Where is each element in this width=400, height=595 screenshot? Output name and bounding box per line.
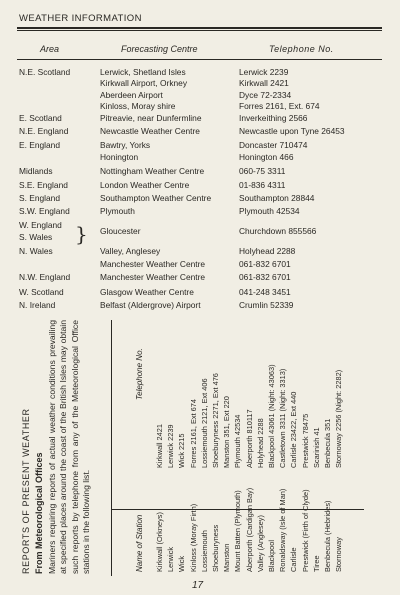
row-centre: Pitreavie, near Dunfermline	[100, 113, 202, 123]
table-row	[0, 220, 400, 231]
row-area: S.E. England	[19, 180, 68, 190]
station-row	[323, 320, 333, 576]
column-header-centre: Forecasting Centre	[121, 44, 198, 54]
area-brace: }	[75, 222, 88, 246]
station-phone: Lossiemouth 2121, Ext 406	[199, 378, 209, 468]
row-centre: Bawtry, Yorks	[100, 140, 151, 150]
table-row	[0, 113, 400, 124]
table-row	[0, 300, 400, 311]
station-name: Prestwick (Firth of Clyde)	[300, 489, 310, 572]
row-centre: Lerwick, Shetland Isles	[100, 67, 186, 77]
table-row	[0, 193, 400, 204]
row-phone: Inverkeithing 2566	[239, 113, 308, 123]
table-row	[0, 259, 400, 270]
row-phone: Forres 2161, Ext. 674	[239, 101, 320, 111]
station-phone: Benbecula 351	[323, 418, 332, 468]
row-centre: London Weather Centre	[100, 180, 190, 190]
row-area: S. Wales	[19, 232, 53, 242]
table-row	[0, 166, 400, 177]
station-phone: Kirkwall 2421	[155, 424, 164, 468]
station-phone: Blackpool 43061 (Night: 43063)	[267, 364, 276, 468]
row-centre: Kinloss, Moray shire	[100, 101, 176, 111]
row-phone: Doncaster 710474	[239, 140, 308, 150]
row-phone: Kirkwall 2421	[239, 78, 289, 88]
table-row	[0, 67, 400, 78]
station-phone: Holyhead 2288	[255, 418, 265, 468]
station-phone: Forres 2161, Ext 674	[188, 398, 198, 468]
stations-table-top-rule	[111, 320, 112, 576]
station-row	[312, 320, 322, 576]
row-area: N.E. Scotland	[19, 67, 71, 77]
row-centre: Newcastle Weather Centre	[100, 126, 200, 136]
table-row	[0, 101, 400, 112]
row-phone: Honington 466	[239, 152, 294, 162]
table-row	[0, 287, 400, 298]
row-centre: Manchester Weather Centre	[100, 259, 206, 269]
row-area: N.W. England	[19, 272, 71, 282]
row-phone: 061-832 6701	[239, 259, 291, 269]
stations-header-phone: Telephone No.	[135, 348, 144, 400]
station-phone: Plymouth 42534	[233, 414, 243, 468]
station-row	[289, 320, 299, 576]
table-row	[0, 272, 400, 283]
station-name: Lerwick	[166, 546, 176, 572]
station-row	[301, 320, 311, 576]
station-row	[334, 320, 344, 576]
station-name: Ronaldsway (Isle of Man)	[278, 488, 288, 572]
station-name: Wick	[177, 555, 187, 572]
row-centre: Manchester Weather Centre	[100, 272, 206, 282]
row-centre: Nottingham Weather Centre	[100, 166, 205, 176]
station-phone: Carlisle 23422, Ext 440	[289, 391, 299, 468]
station-name: Shoeburyness	[211, 524, 220, 572]
station-row	[233, 320, 243, 576]
stations-table	[111, 320, 364, 576]
row-centre: Kirkwall Airport, Orkney	[100, 78, 188, 88]
row-area: W. Scotland	[19, 287, 64, 297]
reports-section	[17, 320, 364, 576]
row-phone: Lerwick 2239	[239, 67, 289, 77]
table-row	[0, 126, 400, 137]
station-row	[155, 320, 165, 576]
station-name: Manston	[222, 543, 232, 572]
row-phone: 060-75 3311	[239, 166, 286, 176]
row-phone: Holyhead 2288	[239, 246, 296, 256]
station-phone: Shoeburyness 2271, Ext 476	[211, 373, 220, 468]
table-row	[0, 140, 400, 151]
station-phone: Manston 351, Ext 220	[222, 396, 232, 468]
row-centre: Gloucester	[100, 226, 141, 236]
station-row	[200, 320, 210, 576]
reports-title: REPORTS OF PRESENT WEATHER	[21, 408, 31, 574]
station-name: Aberporth (Cardigan Bay)	[244, 487, 254, 572]
table-row	[0, 206, 400, 217]
row-centre: Southampton Weather Centre	[100, 193, 212, 203]
station-name: Kirkwall (Orkneys)	[155, 512, 164, 572]
station-name: Benbecula (Hebrides)	[323, 500, 332, 572]
station-name: Mount Batten (Plymouth)	[233, 490, 243, 572]
station-row	[267, 320, 277, 576]
row-centre: Belfast (Aldergrove) Airport	[100, 300, 201, 310]
row-phone: Dyce 72-2334	[239, 90, 292, 100]
row-phone: Southampton 28844	[239, 193, 315, 203]
station-row	[211, 320, 221, 576]
station-row	[166, 320, 176, 576]
page-title: WEATHER INFORMATION	[19, 13, 142, 24]
row-phone: 041-248 3451	[239, 287, 291, 297]
column-header-phone: Telephone No.	[269, 44, 334, 54]
table-row	[0, 78, 400, 89]
station-row	[278, 320, 288, 576]
row-area: S. England	[19, 193, 60, 203]
row-centre: Aberdeen Airport	[100, 90, 163, 100]
row-centre: Honington	[100, 152, 139, 162]
row-phone: Crumlin 52339	[239, 300, 294, 310]
table-row	[0, 152, 400, 163]
row-area: W. England	[19, 220, 62, 230]
station-row	[177, 320, 187, 576]
row-area: N. Ireland	[19, 300, 56, 310]
row-area: S.W. England	[19, 206, 70, 216]
station-phone: Scarinish 41	[311, 427, 321, 468]
table-row	[0, 90, 400, 101]
station-phone: Castletown 3311 (Night: 3313)	[278, 368, 288, 468]
station-phone: Aberporth 810117	[244, 409, 254, 468]
title-rule-thick	[17, 27, 382, 29]
station-phone: Wick 2215	[177, 433, 187, 468]
row-phone: Churchdown 855566	[239, 226, 317, 236]
table-row	[0, 246, 400, 257]
station-name: Lossiemouth	[199, 530, 209, 572]
row-phone: 01-836 4311	[239, 180, 286, 190]
station-row	[245, 320, 255, 576]
page-number: 17	[192, 580, 204, 591]
row-area: N. Wales	[19, 246, 53, 256]
row-phone: 061-832 6701	[239, 272, 291, 282]
row-area: E. England	[19, 140, 60, 150]
stations-header-name: Name of Station	[135, 514, 144, 572]
station-row	[256, 320, 266, 576]
station-name: Carlisle	[289, 547, 299, 572]
row-area: E. Scotland	[19, 113, 62, 123]
header-rule	[17, 59, 382, 60]
station-phone: Lerwick 2239	[166, 424, 176, 468]
station-name: Tiree	[311, 555, 321, 572]
reports-subtitle: From Meteorological Offices	[34, 452, 44, 574]
row-centre: Glasgow Weather Centre	[100, 287, 194, 297]
station-name: Stornoway	[334, 537, 344, 572]
title-rule-thin	[17, 30, 382, 31]
row-phone: Newcastle upon Tyne 26453	[239, 126, 345, 136]
station-phone: Prestwick 78475	[300, 413, 310, 468]
station-name: Blackpool	[267, 539, 276, 572]
row-area: Midlands	[19, 166, 53, 176]
station-row	[189, 320, 199, 576]
reports-paragraph: Mariners requiring reports of actual weather conditions prevailing at specified places around the coast of the British Isles may obtain such reports by telephone from any of the Meteorological Office stations in the following list.	[47, 320, 92, 574]
station-name: Valley (Anglesey)	[255, 515, 265, 572]
table-row	[0, 226, 400, 243]
row-centre: Valley, Anglesey	[100, 246, 161, 256]
row-phone: Plymouth 42534	[239, 206, 300, 216]
station-phone: Stornoway 2256 (Night: 2282)	[334, 369, 344, 468]
row-centre: Plymouth	[100, 206, 135, 216]
row-area: N.E. England	[19, 126, 69, 136]
table-row	[0, 180, 400, 191]
column-header-area: Area	[40, 44, 60, 54]
station-name: Kinloss (Moray Firth)	[188, 503, 198, 572]
station-row	[222, 320, 232, 576]
